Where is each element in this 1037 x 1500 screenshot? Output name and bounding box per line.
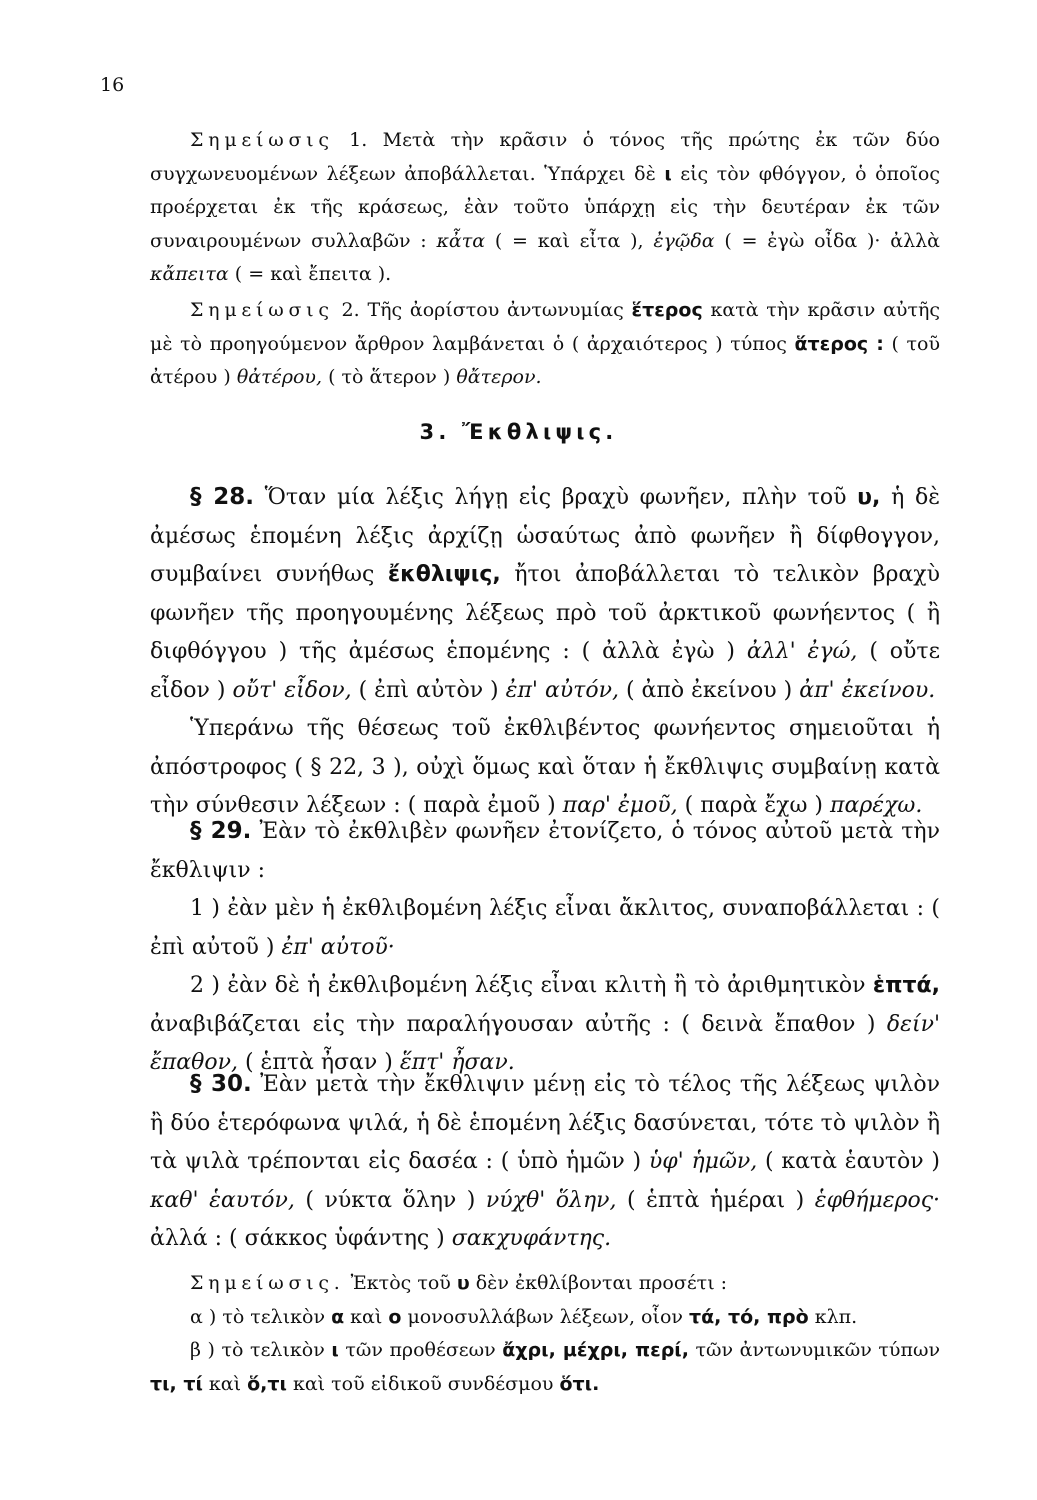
paragraph-text: ( οὔτε εἶδον ) [150,639,940,703]
section-number: § 28. [190,484,254,510]
note-text: κλπ. [808,1305,858,1328]
italic-example: ἐπ' αὐτοῦ· [281,934,395,960]
bold-term: ο [388,1305,402,1328]
bold-term: ὅ,τι [247,1372,287,1395]
note-text: ( τοῦ ἀτέρου ) [150,332,940,388]
italic-example: οὔτ' εἶδον, [232,677,352,703]
italic-example: κἄπειτα [150,263,229,285]
note-number: 1. [349,129,368,151]
italic-example: καθ' ἑαυτόν, [150,1187,295,1213]
note-text: α ) τὸ τελικὸν [190,1305,332,1328]
note-label: Σημείωσις [190,299,334,321]
paragraph-30 [150,1065,940,1259]
section-number: § 30. [190,1071,252,1097]
bold-term: ἑπτά, [872,973,940,998]
bold-term: ἄχρι, μέχρι, περί, [502,1339,689,1361]
note-text: ( = καὶ εἶτα ), [485,229,654,252]
italic-example: ἕπτ' ἦσαν. [399,1050,515,1075]
paragraph-text: ( κατὰ ἑαυτὸν ) [757,1149,940,1174]
note-label: Σημείωσις [190,129,334,151]
section-number: § 29. [190,818,252,844]
note-text: μονοσυλλάβων λέξεων, οἷον [401,1305,689,1328]
note-1 [150,124,940,292]
paragraph-text: ἡ δὲ ἀμέσως ἑπομένη λέξις ἀρχίζῃ ὡσαύτως ἀπὸ φωνῆεν ἢ δίφθογγον, συμβαίνει συνήθως [150,485,940,587]
note-number: 2. [341,299,360,321]
bold-term: α [331,1305,345,1328]
bold-term: ι [664,162,672,185]
paragraph-text: Ὑπεράνω τῆς θέσεως τοῦ ἐκθλιβέντος φωνήεντος σημειοῦται ἡ ἀπόστροφος ( § 22, 3 ), οὐχὶ ὅμως καὶ ὅταν ἡ ἔκθλιψις συμβαίνῃ κατὰ τὴν σύνθεσιν λέξεων : ( παρὰ ἐμοῦ ) [150,716,940,818]
note-text: ( = καὶ ἔπειτα ). [228,263,392,285]
note-text: ( τὸ ἅτερον ) [322,366,457,388]
italic-example: νύχθ' ὅλην, [485,1187,617,1213]
italic-example: ἀλλ' ἐγώ, [746,639,858,664]
italic-example: δείν' ἔπαθον, [150,1011,940,1075]
paragraph-text: Ἐὰν μετὰ τὴν ἔκθλιψιν μένῃ εἰς τὸ τέλος τῆς λέξεως ψιλὸν ἢ δύο ἑτερόφωνα ψιλά, ἡ δὲ ἑπομένη λέξις δασύνεται, τότε τὸ ψιλὸν ἢ τὰ ψιλὰ τρέπονται εἰς δασέα : ( ὑπὸ ἡμῶν ) [150,1072,940,1174]
paragraph-text: ( ἑπτὰ ἦσαν ) [237,1050,400,1075]
paragraph-text: Ὅταν μία λέξις λήγῃ εἰς βραχὺ φωνῆεν, πλὴν τοῦ [253,485,858,510]
paragraph-text: ἤτοι ἀποβάλλεται τὸ τελικὸν βραχὺ φωνῆεν τῆς προηγουμένης λέξεως πρὸ τοῦ ἀρκτικοῦ φωνήεντος ( ἢ διφθόγγου ) τῆς ἀμέσως ἑπομένης : ( ἀλλὰ ἐγὼ ) [150,562,940,664]
note-text: δὲν ἐκθλίβονται προσέτι : [469,1272,728,1294]
page-number: 16 [100,74,125,96]
paragraph-text: ἀναβιβάζεται εἰς τὴν παραλήγουσαν αὐτῆς : ( δεινὰ ἔπαθον ) [150,1011,887,1037]
bold-term: ὅτι. [559,1372,600,1395]
note-text: τῶν ἀντωνυμικῶν τύπων [688,1339,940,1361]
italic-example: ἐπ' αὐτόν, [505,677,619,703]
paragraph-28 [150,478,940,826]
note-text: β ) τὸ τελικὸν [190,1339,332,1361]
italic-example: ἐγῷδα [653,229,715,252]
bold-term: τά, τό, πρὸ [688,1305,809,1328]
paragraph-text: 1 ) ἐὰν μὲν ἡ ἐκθλιβομένη λέξις εἶναι ἄκλιτος, συναποβάλλεται : ( ἐπὶ αὐτοῦ ) [150,896,940,960]
italic-example: ἑφθήμερος· [814,1187,941,1213]
bold-term: ἅτερος : [794,332,884,355]
paragraph-text: ( ἑπτὰ ἡμέραι ) [616,1187,815,1213]
italic-example: παρ' ἐμοῦ, [562,793,678,818]
paragraph-text: ἀλλά : ( σάκκος ὑφάντης ) [150,1226,452,1251]
italic-example: θἀτέρου, [236,366,323,388]
paragraph-text: ( νύκτα ὅλην ) [294,1187,486,1213]
note-text: καὶ [202,1372,248,1395]
paragraph-text: ( παρὰ ἔχω ) [677,793,831,818]
note-text: Τῆς ἀορίστου ἀντωνυμίας [367,299,624,321]
note-text: τῶν προθέσεων [338,1339,503,1361]
note-label: Σημείωσις. [190,1272,345,1294]
note-text: Μετὰ τὴν κρᾶσιν ὁ τόνος τῆς πρώτης ἐκ τῶν δύο συγχωνευομένων λέξεων ἀποβάλλεται. Ὑπάρχει δὲ [150,129,940,185]
note-text: εἰς τὸν φθόγγον, ὁ ὁποῖος προέρχεται ἐκ τῆς κράσεως, ἐὰν τοῦτο ὑπάρχῃ εἰς τὴν δευτέραν ἐκ τῶν συναιρουμένων συλλαβῶν : [150,162,941,252]
paragraph-text: 2 ) ἐὰν δὲ ἡ ἐκθλιβομένη λέξις εἶναι κλιτὴ ἢ τὸ ἀριθμητικὸν [190,973,873,998]
italic-example: παρέχω. [830,793,923,818]
italic-example: ὑφ' ἡμῶν, [648,1149,758,1174]
note-text: Ἐκτὸς τοῦ [344,1272,457,1294]
italic-example: κἆτα [436,229,486,252]
italic-example: θἄτερον. [456,366,542,388]
bold-term: υ [456,1272,470,1294]
italic-example: ἀπ' ἐκείνου. [799,677,936,703]
bold-term: τι, τί [150,1372,203,1395]
bold-term: ἕτερος [631,299,703,321]
bold-term: ι [331,1339,339,1361]
note-2 [150,294,940,395]
note-text: ( = ἐγὼ οἶδα )· ἀλλὰ [714,229,940,252]
note-text: καὶ τοῦ εἰδικοῦ συνδέσμου [286,1372,560,1395]
paragraph-text: ( ἀπὸ ἐκείνου ) [618,677,800,703]
paragraph-text: Ἐὰν τὸ ἐκθλιβὲν φωνῆεν ἐτονίζετο, ὁ τόνος αὐτοῦ μετὰ τὴν ἔκθλιψιν : [150,819,940,883]
note-text: κατὰ τὴν κρᾶσιν αὐτῆς μὲ τὸ προηγούμενον ἄρθρον λαμβάνεται ὁ ( ἀρχαιότερος ) τύπος [150,299,941,355]
section-heading: 3. Ἔκθλιψις. [419,420,618,444]
bold-term: υ, [857,485,881,510]
note-3 [150,1267,940,1401]
italic-example: σακχυφάντης. [451,1226,612,1251]
note-text: καὶ [344,1305,389,1328]
paragraph-text: ( ἐπὶ αὐτὸν ) [351,677,506,703]
bold-term: ἔκθλιψις, [387,562,501,587]
paragraph-29 [150,812,940,1083]
